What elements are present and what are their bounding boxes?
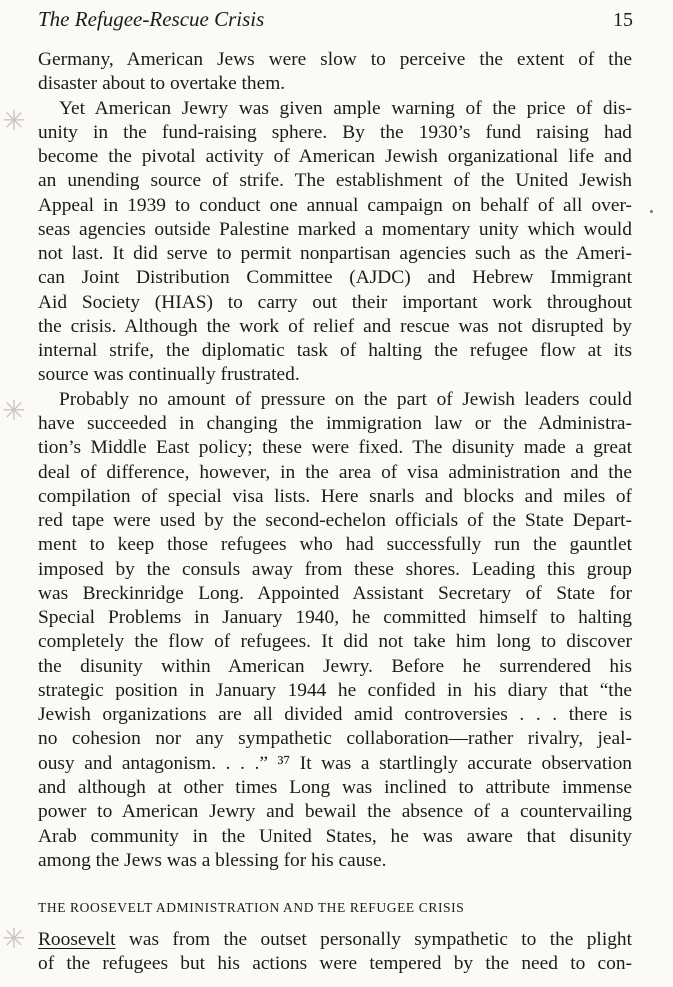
- text-line: Aid Society (HIAS) to carry out their important work throughout: [38, 291, 632, 313]
- text-line: can Joint Distribution Committee (AJDC) and Hebrew Immigrant: [38, 267, 632, 289]
- text-line: and although at other times Long was inclined to attribute immense: [38, 776, 632, 798]
- text-line: was Breckinridge Long. Appointed Assistant Secretary of State for: [38, 582, 632, 604]
- text-line: become the pivotal activity of American Jewish organizational life and: [38, 146, 632, 168]
- running-title: The Refugee-Rescue Crisis: [38, 7, 265, 31]
- text-line: red tape were used by the second-echelon officials of the State Depart-: [38, 510, 632, 532]
- text-line: unity in the fund-raising sphere. By the 1930’s fund raising had: [38, 121, 632, 143]
- text-line: deal of difference, however, in the area of visa administration and the: [38, 461, 632, 483]
- margin-asterisk-icon: ✳: [2, 104, 26, 137]
- text-line: compilation of special visa lists. Here snarls and blocks and miles of: [38, 485, 632, 507]
- section-heading: THE ROOSEVELT ADMINISTRATION AND THE REFUGEE CRISIS: [38, 900, 465, 915]
- text-line: source was continually frustrated.: [38, 364, 300, 386]
- running-head: [38, 7, 633, 37]
- text-line: strategic position in January 1944 he confided in his diary that “the: [38, 679, 632, 701]
- text-line: Appeal in 1939 to conduct one annual campaign on behalf of all over-: [38, 194, 632, 216]
- text-line-rest: was from the outset personally sympathetic to the plight: [115, 929, 632, 950]
- text-line: not last. It did serve to permit nonpartisan agencies such as the Ameri-: [38, 243, 632, 265]
- text-line: an unending source of strife. The establishment of the United Jewish: [38, 170, 632, 192]
- text-line: [38, 928, 632, 952]
- text-line: tion’s Middle East policy; these were fixed. The disunity made a great: [38, 437, 632, 459]
- text-line: the crisis. Although the work of relief and rescue was not disrupted by: [38, 315, 632, 337]
- margin-asterisk-icon: ✳: [2, 394, 26, 427]
- text-line: Germany, American Jews were slow to perceive the extent of the: [38, 49, 632, 70]
- text-line: Probably no amount of pressure on the part of Jewish leaders could: [59, 388, 632, 410]
- text-line: ousy and antagonism. . . .” ³⁷ It was a startlingly accurate observation: [38, 752, 632, 774]
- body-text: [38, 48, 632, 873]
- text-line: ment to keep those refugees who had successfully run the gauntlet: [38, 534, 632, 556]
- page-number: 15: [613, 9, 633, 31]
- text-line: internal strife, the diplomatic task of halting the refugee flow at its: [38, 340, 632, 362]
- text-line: imposed by the consuls away from these shores. Leading this group: [38, 558, 632, 580]
- text-line: Arab community in the United States, he was aware that disunity: [38, 825, 632, 847]
- underlined-word: Roosevelt: [38, 929, 116, 950]
- text-line: seas agencies outside Palestine marked a momentary unity which would: [38, 218, 632, 240]
- text-line: Special Problems in January 1940, he committed himself to halting: [38, 607, 632, 629]
- text-line: Jewish organizations are all divided amid controversies . . . there is: [38, 704, 632, 726]
- margin-asterisk-icon: ✳: [2, 922, 26, 955]
- text-line: of the refugees but his actions were tempered by the need to con-: [38, 953, 632, 975]
- text-line: have succeeded in changing the immigration law or the Administra-: [38, 412, 632, 434]
- text-line: among the Jews was a blessing for his cause.: [38, 849, 387, 871]
- text-line: the disunity within American Jewry. Before he surrendered his: [38, 655, 632, 677]
- section-text: [38, 928, 632, 977]
- text-line: completely the flow of refugees. It did not take him long to discover: [38, 631, 632, 653]
- text-line: no cohesion nor any sympathetic collaboration—rather rivalry, jeal-: [38, 728, 632, 750]
- text-line: disaster about to overtake them.: [38, 73, 286, 95]
- margin-dot: [650, 210, 653, 213]
- text-line: power to American Jewry and bewail the absence of a countervailing: [38, 801, 632, 823]
- text-line: Yet American Jewry was given ample warning of the price of dis-: [59, 97, 632, 119]
